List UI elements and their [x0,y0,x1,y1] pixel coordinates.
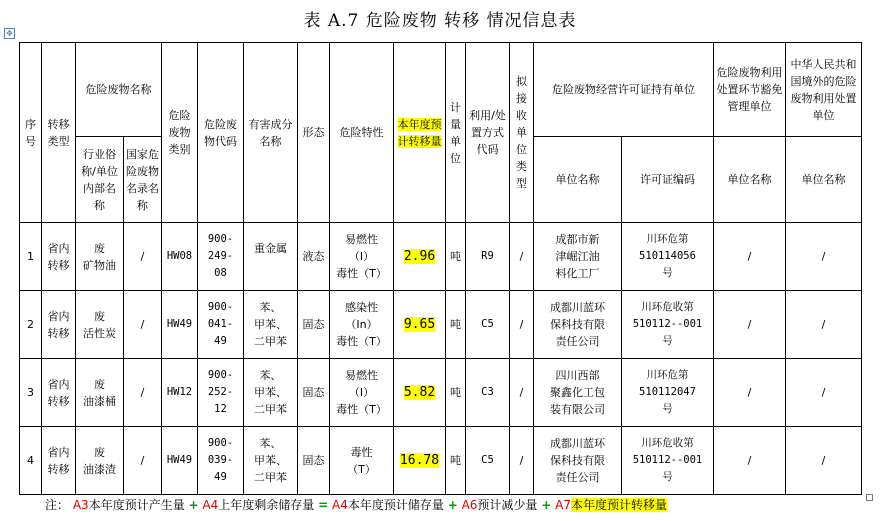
formula-note: 注： A3本年度预计产生量 + A4上年度剩余储存量 = A4本年度预计储存量 + A6预计减少量 + A7本年度预计转移量 [45,498,668,512]
row-receiver-type: / [510,427,534,495]
row-method: R9 [466,223,510,291]
row-seq: 1 [20,223,42,291]
row-abroad-unit: / [786,223,862,291]
header-industry-name: 行业俗称/单位内部名称 [76,137,124,223]
row-industry-name: 废 活性炭 [76,291,124,359]
row-unit-name: 成都川蓝环 保科技有限 责任公司 [534,427,622,495]
table-move-handle-icon[interactable]: ✥ [4,28,15,39]
row-license-no: 川环危收第 510112--001 号 [622,427,714,495]
row-form: 固态 [298,427,330,495]
row-form: 固态 [298,291,330,359]
row-transfer-type: 省内转移 [42,359,76,427]
row-exempt-unit: / [714,291,786,359]
row-code: 900- 252- 12 [198,359,244,427]
header-seq: 序号 [20,43,42,223]
row-receiver-type: / [510,359,534,427]
row-harmful: 苯、 甲苯、 二甲苯 [244,359,298,427]
table-row [20,427,862,495]
row-exempt-unit: / [714,427,786,495]
header-annual-amount: 本年度预计转移量 [397,117,442,148]
header-licensed-unit: 危险废物经营许可证持有单位 [534,43,714,137]
header-code: 危险废物代码 [198,43,244,223]
row-transfer-type: 省内转移 [42,223,76,291]
row-property: 感染性 （In） 毒性（T） [330,291,394,359]
table-title: 表 A.7 危险废物 转移 情况信息表 [303,11,577,31]
row-national-name: / [124,223,162,291]
row-transfer-type: 省内转移 [42,427,76,495]
row-seq: 2 [20,291,42,359]
header-waste-name: 危险废物名称 [76,43,162,137]
table-resize-handle-icon[interactable] [866,494,873,501]
header-form: 形态 [298,43,330,223]
row-harmful: 苯、 甲苯、 二甲苯 [244,291,298,359]
row-unit-name: 四川西部 聚鑫化工包 装有限公司 [534,359,622,427]
row-annual-amount: 16.78 [399,453,440,468]
row-national-name: / [124,291,162,359]
row-code: 900- 041- 49 [198,291,244,359]
row-national-name: / [124,427,162,495]
row-unit: 吨 [446,291,466,359]
row-annual-amount: 9.65 [403,317,436,332]
table-row [20,223,862,291]
row-harmful: 苯、 甲苯、 二甲苯 [244,427,298,495]
header-harmful: 有害成分名称 [244,43,298,223]
row-annual-amount: 5.82 [403,385,436,400]
row-industry-name: 废 油漆渣 [76,427,124,495]
row-property: 易燃性 （I） 毒性（T） [330,359,394,427]
header-unit: 计量单位 [446,43,466,223]
hazardous-waste-transfer-table [19,42,862,495]
row-code: 900- 039- 49 [198,427,244,495]
row-unit: 吨 [446,223,466,291]
row-category: HW49 [162,427,198,495]
row-form: 液态 [298,223,330,291]
row-unit: 吨 [446,427,466,495]
header-unit-name: 单位名称 [534,137,622,223]
header-exempt-unit-name: 单位名称 [714,137,786,223]
header-national-name: 国家危险废物名录名称 [124,137,162,223]
row-unit: 吨 [446,359,466,427]
row-category: HW12 [162,359,198,427]
row-category: HW08 [162,223,198,291]
header-transfer-type: 转移类型 [42,43,76,223]
row-seq: 4 [20,427,42,495]
row-industry-name: 废 油漆桶 [76,359,124,427]
row-abroad-unit: / [786,359,862,427]
row-unit-name: 成都川蓝环 保科技有限 责任公司 [534,291,622,359]
row-receiver-type: / [510,223,534,291]
table-row [20,291,862,359]
row-method: C5 [466,427,510,495]
row-property: 易燃性 （I） 毒性（T） [330,223,394,291]
header-abroad-unit-name: 单位名称 [786,137,862,223]
row-property: 毒性 （T） [330,427,394,495]
row-method: C3 [466,359,510,427]
row-form: 固态 [298,359,330,427]
row-exempt-unit: / [714,223,786,291]
header-method: 利用/处置方式代码 [466,43,510,223]
header-exempt-unit: 危险废物利用处置环节豁免管理单位 [714,43,786,137]
table-row [20,359,862,427]
row-receiver-type: / [510,291,534,359]
row-transfer-type: 省内转移 [42,291,76,359]
row-code: 900- 249- 08 [198,223,244,291]
row-unit-name: 成都市新 津崛江油 料化工厂 [534,223,622,291]
header-category: 危险废物类别 [162,43,198,223]
row-harmful: 重金属 [244,223,298,291]
row-abroad-unit: / [786,427,862,495]
header-property: 危险特性 [330,43,394,223]
header-license-no: 许可证编码 [622,137,714,223]
row-industry-name: 废 矿物油 [76,223,124,291]
row-license-no: 川环危收第 510112--001 号 [622,291,714,359]
row-category: HW49 [162,291,198,359]
row-license-no: 川环危第 510112047 号 [622,359,714,427]
row-annual-amount: 2.96 [403,249,436,264]
header-abroad-unit: 中华人民共和国境外的危险废物利用处置单位 [786,43,862,137]
row-national-name: / [124,359,162,427]
row-abroad-unit: / [786,291,862,359]
row-method: C5 [466,291,510,359]
row-license-no: 川环危第 510114056 号 [622,223,714,291]
header-receiver-type: 拟接收单位类型 [510,43,534,223]
row-seq: 3 [20,359,42,427]
row-exempt-unit: / [714,359,786,427]
